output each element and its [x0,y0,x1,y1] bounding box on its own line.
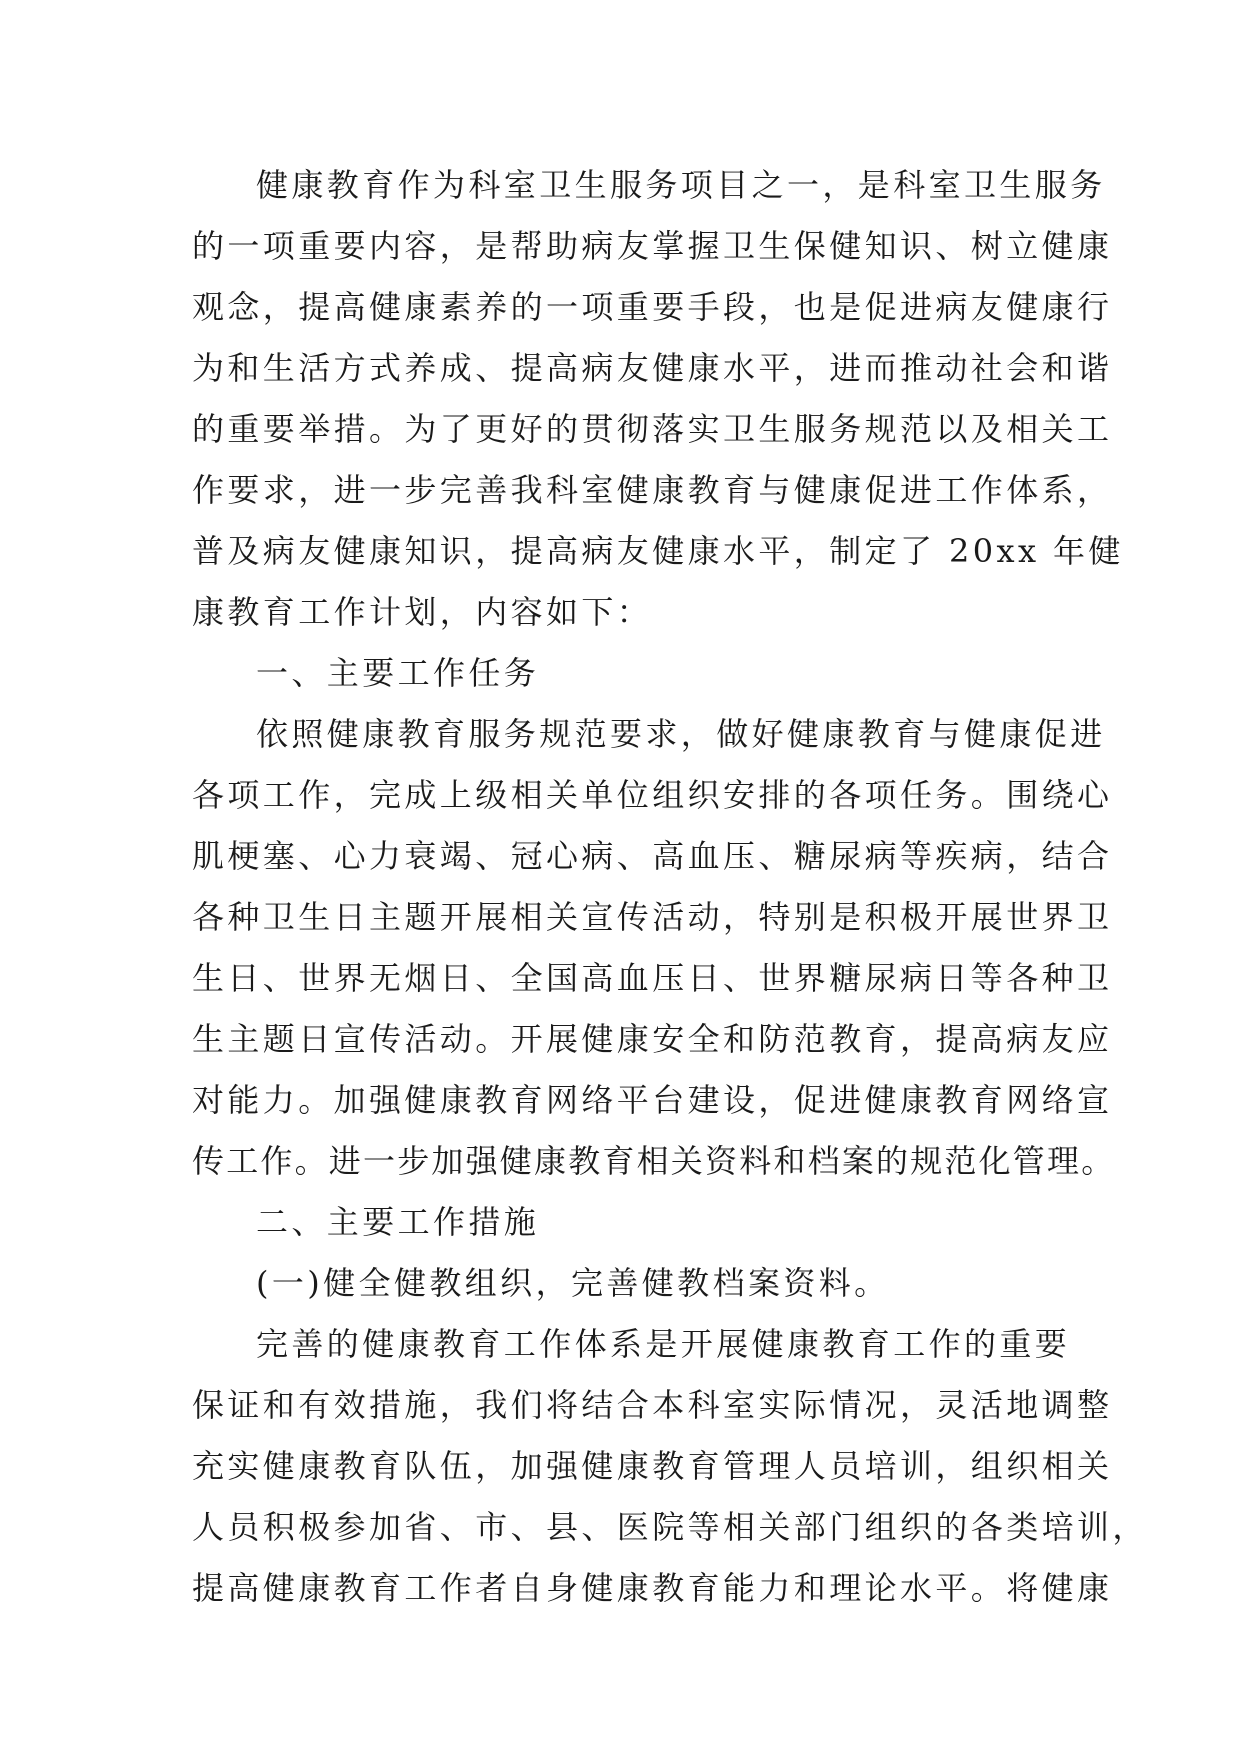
paragraph-intro-line-8: 康教育工作计划，内容如下： [192,593,653,631]
paragraph-intro-line-6: 作要求，进一步完善我科室健康教育与健康促进工作体系， [192,471,1113,509]
paragraph-intro-line-2: 的一项重要内容，是帮助病友掌握卫生保健知识、树立健康 [192,227,1113,265]
document-body [192,155,1148,1619]
paragraph-tasks-line-5: 生日、世界无烟日、全国高血压日、世界糖尿病日等各种卫 [192,959,1113,997]
section-heading-measures: 二、主要工作措施 [256,1203,540,1241]
paragraph-measures-line-3: 充实健康教育队伍，加强健康教育管理人员培训，组织相关 [192,1447,1113,1485]
paragraph-tasks-line-6: 生主题日宣传活动。开展健康安全和防范教育，提高病友应 [192,1020,1113,1058]
paragraph-intro-line-5: 的重要举措。为了更好的贯彻落实卫生服务规范以及相关工 [192,410,1113,448]
paragraph-measures-line-2: 保证和有效措施，我们将结合本科室实际情况，灵活地调整 [192,1386,1113,1424]
paragraph-intro-line-1: 健康教育作为科室卫生服务项目之一，是科室卫生服务 [256,166,1106,204]
paragraph-measures-line-4: 人员积极参加省、市、县、医院等相关部门组织的各类培训， [192,1508,1148,1546]
paragraph-tasks-line-1: 依照健康教育服务规范要求，做好健康教育与健康促进 [256,715,1106,753]
paragraph-measures-line-5: 提高健康教育工作者自身健康教育能力和理论水平。将健康 [192,1569,1113,1607]
paragraph-intro-line-3: 观念，提高健康素养的一项重要手段，也是促进病友健康行 [192,288,1113,326]
paragraph-tasks-line-4: 各种卫生日主题开展相关宣传活动，特别是积极开展世界卫 [192,898,1113,936]
paragraph-intro-line-4: 为和生活方式养成、提高病友健康水平，进而推动社会和谐 [192,349,1113,387]
paragraph-tasks-line-2: 各项工作，完成上级相关单位组织安排的各项任务。围绕心 [192,776,1113,814]
subsection-heading-1: (一)健全健教组织，完善健教档案资料。 [256,1264,890,1302]
paragraph-measures-line-1: 完善的健康教育工作体系是开展健康教育工作的重要 [256,1325,1071,1363]
section-heading-tasks: 一、主要工作任务 [256,654,540,692]
paragraph-intro-line-7: 普及病友健康知识，提高病友健康水平，制定了 20xx 年健 [192,532,1124,570]
paragraph-tasks-line-8: 传工作。进一步加强健康教育相关资料和档案的规范化管理。 [192,1142,1116,1180]
paragraph-tasks-line-3: 肌梗塞、心力衰竭、冠心病、高血压、糖尿病等疾病，结合 [192,837,1113,875]
paragraph-tasks-line-7: 对能力。加强健康教育网络平台建设，促进健康教育网络宣 [192,1081,1113,1119]
